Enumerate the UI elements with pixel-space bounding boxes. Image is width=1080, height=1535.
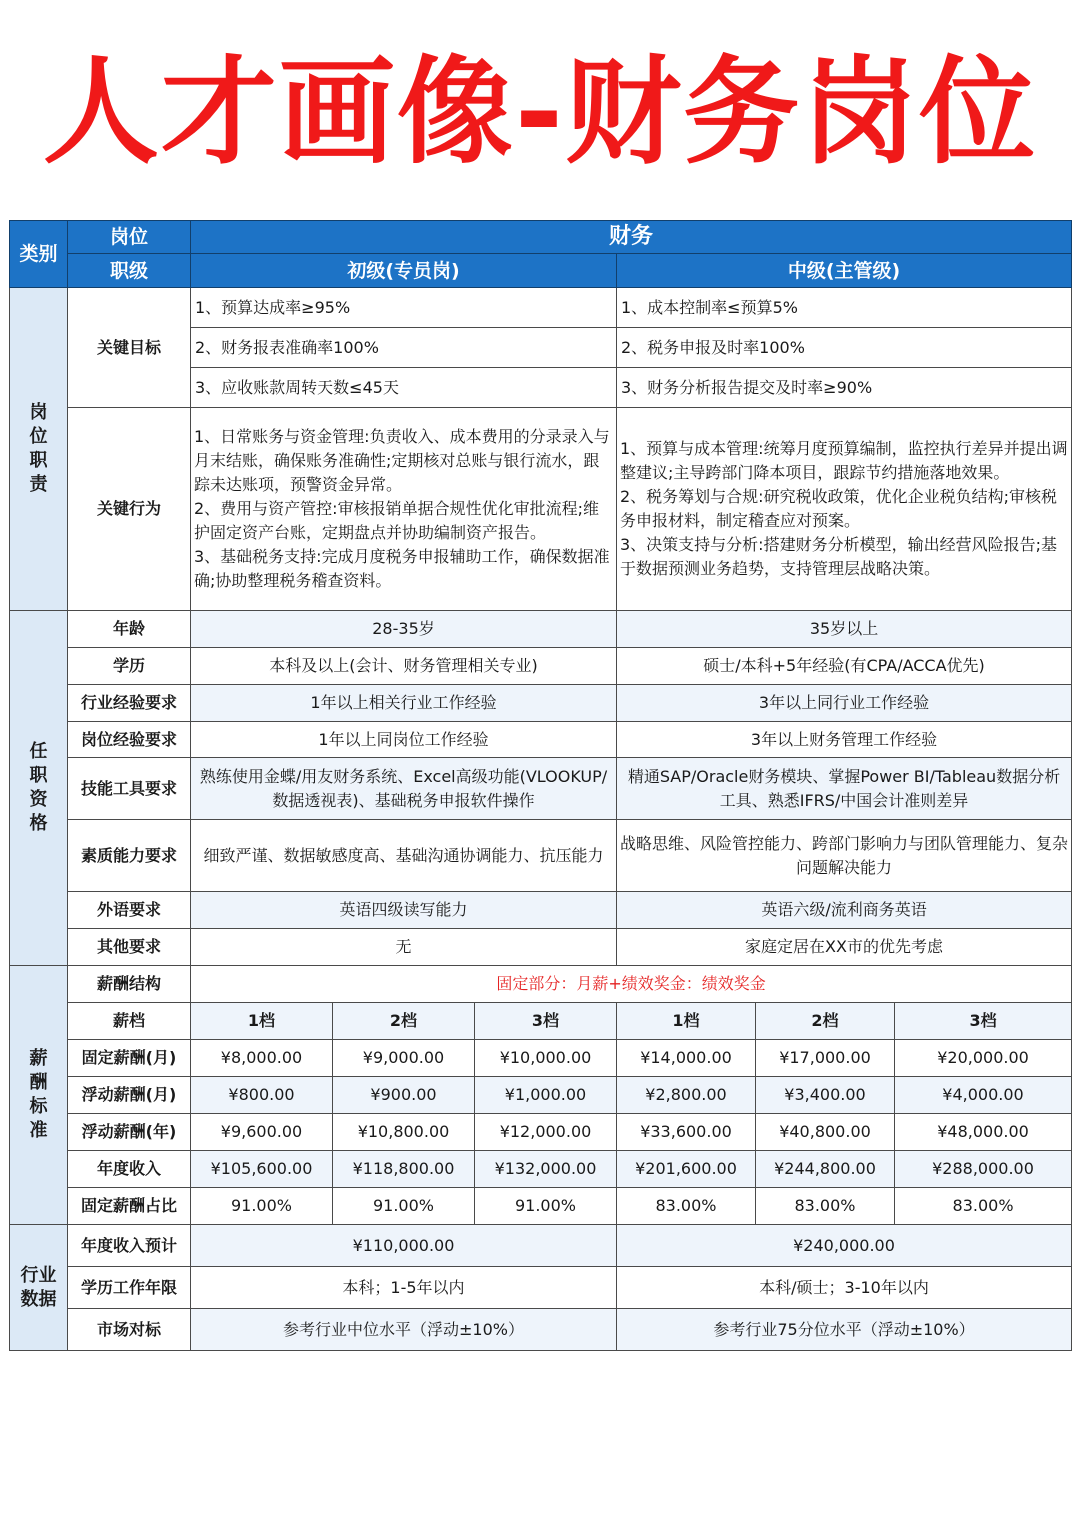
salary-tier: 1档 [617, 1003, 756, 1040]
qualification-row [10, 722, 1072, 758]
qualification-row [10, 929, 1072, 966]
header-row-position [10, 221, 1072, 254]
salary-cell: ¥14,000.00 [617, 1040, 756, 1077]
key-goal-mid: 2、税务申报及时率100% [617, 328, 1072, 368]
salary-tier: 1档 [191, 1003, 333, 1040]
salary-row [10, 1114, 1072, 1151]
salary-cell: 91.00% [475, 1188, 617, 1225]
category-industry-label: 行业数据 [20, 1264, 57, 1310]
salary-cell: ¥12,000.00 [475, 1114, 617, 1151]
key-goal-junior: 3、应收账款周转天数≤45天 [191, 368, 617, 408]
category-qualifications [10, 611, 68, 966]
salary-cell: ¥9,000.00 [333, 1040, 475, 1077]
qualification-junior: 无 [191, 929, 617, 966]
salary-cell: ¥17,000.00 [756, 1040, 895, 1077]
salary-tier-label: 薪档 [68, 1003, 191, 1040]
salary-cell: ¥20,000.00 [895, 1040, 1072, 1077]
salary-cell: ¥48,000.00 [895, 1114, 1072, 1151]
salary-row [10, 1151, 1072, 1188]
industry-row-label: 市场对标 [68, 1309, 191, 1351]
qualification-label: 技能工具要求 [68, 758, 191, 820]
qualification-row [10, 648, 1072, 685]
key-action-item: 1、日常账务与资金管理:负责收入、成本费用的分录录入与月末结账，确保账务准确性;定期核对总账与银行流水，跟踪未达账项，预警资金异常。 [194, 427, 610, 494]
salary-row [10, 1040, 1072, 1077]
qualification-label: 外语要求 [68, 892, 191, 929]
qualification-row [10, 758, 1072, 820]
industry-row [10, 1225, 1072, 1267]
qualification-label: 学历 [68, 648, 191, 685]
industry-row-label: 年度收入预计 [68, 1225, 191, 1267]
qualification-row [10, 611, 1072, 648]
qualification-row [10, 820, 1072, 892]
qualification-label: 其他要求 [68, 929, 191, 966]
key-actions-junior [191, 408, 617, 611]
salary-cell: ¥3,400.00 [756, 1077, 895, 1114]
talent-profile-table [9, 220, 1072, 1351]
qualification-mid: 35岁以上 [617, 611, 1072, 648]
salary-row [10, 1188, 1072, 1225]
salary-cell: ¥244,800.00 [756, 1151, 895, 1188]
qualification-mid: 家庭定居在XX市的优先考虑 [617, 929, 1072, 966]
salary-cell: ¥9,600.00 [191, 1114, 333, 1151]
header-position-label: 岗位 [68, 221, 191, 254]
qualification-label: 行业经验要求 [68, 685, 191, 722]
qualification-mid: 3年以上同行业工作经验 [617, 685, 1072, 722]
industry-row-label: 学历工作年限 [68, 1267, 191, 1309]
header-level-junior: 初级(专员岗) [191, 254, 617, 288]
industry-junior: 本科；1-5年以内 [191, 1267, 617, 1309]
salary-cell: 91.00% [333, 1188, 475, 1225]
qualification-label: 年龄 [68, 611, 191, 648]
key-actions-label: 关键行为 [68, 408, 191, 611]
salary-cell: ¥10,800.00 [333, 1114, 475, 1151]
salary-tier-row [10, 1003, 1072, 1040]
header-level-mid: 中级(主管级) [617, 254, 1072, 288]
salary-structure-label: 薪酬结构 [68, 966, 191, 1003]
salary-cell: 83.00% [617, 1188, 756, 1225]
header-level-label: 职级 [68, 254, 191, 288]
page-title: 人才画像-财务岗位 [42, 45, 1038, 180]
salary-cell: ¥1,000.00 [475, 1077, 617, 1114]
salary-cell: ¥8,000.00 [191, 1040, 333, 1077]
salary-cell: ¥105,600.00 [191, 1151, 333, 1188]
qualification-mid: 3年以上财务管理工作经验 [617, 722, 1072, 758]
qualification-junior: 英语四级读写能力 [191, 892, 617, 929]
key-goal-mid: 1、成本控制率≤预算5% [617, 288, 1072, 328]
qualification-mid: 战略思维、风险管控能力、跨部门影响力与团队管理能力、复杂问题解决能力 [617, 820, 1072, 892]
qualification-label: 岗位经验要求 [68, 722, 191, 758]
salary-tier: 2档 [333, 1003, 475, 1040]
salary-cell: ¥132,000.00 [475, 1151, 617, 1188]
industry-mid: ¥240,000.00 [617, 1225, 1072, 1267]
category-salary-label: 薪酬标准 [29, 1048, 48, 1141]
industry-row [10, 1309, 1072, 1351]
key-goal-junior: 2、财务报表准确率100% [191, 328, 617, 368]
header-row-level [10, 254, 1072, 288]
salary-tier: 2档 [756, 1003, 895, 1040]
key-actions-mid [617, 408, 1072, 611]
category-duties [10, 288, 68, 611]
salary-cell: ¥800.00 [191, 1077, 333, 1114]
qualification-junior: 28-35岁 [191, 611, 617, 648]
salary-row-label: 固定薪酬(月) [68, 1040, 191, 1077]
salary-row-label: 固定薪酬占比 [68, 1188, 191, 1225]
salary-cell: ¥900.00 [333, 1077, 475, 1114]
industry-junior: 参考行业中位水平（浮动±10%） [191, 1309, 617, 1351]
salary-row [10, 1077, 1072, 1114]
industry-mid: 参考行业75分位水平（浮动±10%） [617, 1309, 1072, 1351]
qualification-label: 素质能力要求 [68, 820, 191, 892]
qualification-junior: 本科及以上(会计、财务管理相关专业) [191, 648, 617, 685]
salary-cell: ¥118,800.00 [333, 1151, 475, 1188]
qualification-mid: 英语六级/流利商务英语 [617, 892, 1072, 929]
qualification-junior: 1年以上相关行业工作经验 [191, 685, 617, 722]
salary-tier: 3档 [895, 1003, 1072, 1040]
category-qualifications-label: 任职资格 [29, 741, 48, 834]
key-action-item: 2、税务筹划与合规:研究税收政策，优化企业税负结构;审核税务申报材料，制定稽查应对预案。 [620, 487, 1057, 530]
qualification-row [10, 685, 1072, 722]
category-duties-label: 岗位职责 [29, 402, 48, 495]
key-goal-junior: 1、预算达成率≥95% [191, 288, 617, 328]
qualification-mid: 精通SAP/Oracle财务模块、掌握Power BI/Tableau数据分析工具、熟悉IFRS/中国会计准则差异 [617, 758, 1072, 820]
salary-row-label: 年度收入 [68, 1151, 191, 1188]
key-goals-label: 关键目标 [68, 288, 191, 408]
salary-cell: 83.00% [756, 1188, 895, 1225]
industry-mid: 本科/硕士；3-10年以内 [617, 1267, 1072, 1309]
category-salary [10, 966, 68, 1225]
qualification-mid: 硕士/本科+5年经验(有CPA/ACCA优先) [617, 648, 1072, 685]
industry-row [10, 1267, 1072, 1309]
qualification-junior: 细致严谨、数据敏感度高、基础沟通协调能力、抗压能力 [191, 820, 617, 892]
category-industry [10, 1225, 68, 1351]
qualification-junior: 1年以上同岗位工作经验 [191, 722, 617, 758]
salary-cell: ¥201,600.00 [617, 1151, 756, 1188]
header-category: 类别 [10, 221, 68, 288]
salary-cell: 83.00% [895, 1188, 1072, 1225]
salary-cell: ¥33,600.00 [617, 1114, 756, 1151]
key-action-item: 1、预算与成本管理:统筹月度预算编制，监控执行差异并提出调整建议;主导跨部门降本项目，跟踪节约措施落地效果。 [620, 439, 1068, 482]
salary-structure-row [10, 966, 1072, 1003]
salary-cell: ¥2,800.00 [617, 1077, 756, 1114]
salary-cell: 91.00% [191, 1188, 333, 1225]
salary-cell: ¥40,800.00 [756, 1114, 895, 1151]
qualification-junior: 熟练使用金蝶/用友财务系统、Excel高级功能(VLOOKUP/数据透视表)、基础税务申报软件操作 [191, 758, 617, 820]
key-action-item: 2、费用与资产管控:审核报销单据合规性优化审批流程;维护固定资产台账，定期盘点并协助编制资产报告。 [194, 499, 599, 542]
industry-junior: ¥110,000.00 [191, 1225, 617, 1267]
key-action-item: 3、决策支持与分析:搭建财务分析模型，输出经营风险报告;基于数据预测业务趋势，支持管理层战略决策。 [620, 535, 1057, 578]
salary-cell: ¥4,000.00 [895, 1077, 1072, 1114]
salary-row-label: 浮动薪酬(年) [68, 1114, 191, 1151]
salary-cell: ¥10,000.00 [475, 1040, 617, 1077]
salary-cell: ¥288,000.00 [895, 1151, 1072, 1188]
key-goal-mid: 3、财务分析报告提交及时率≥90% [617, 368, 1072, 408]
qualification-row [10, 892, 1072, 929]
key-action-item: 3、基础税务支持:完成月度税务申报辅助工作，确保数据准确;协助整理税务稽查资料。 [194, 547, 610, 590]
salary-structure-value: 固定部分：月薪+绩效奖金：绩效奖金 [191, 966, 1072, 1003]
salary-row-label: 浮动薪酬(月) [68, 1077, 191, 1114]
key-actions-row [10, 408, 1072, 611]
salary-tier: 3档 [475, 1003, 617, 1040]
header-position-value: 财务 [191, 221, 1072, 254]
key-goal-row [10, 288, 1072, 328]
